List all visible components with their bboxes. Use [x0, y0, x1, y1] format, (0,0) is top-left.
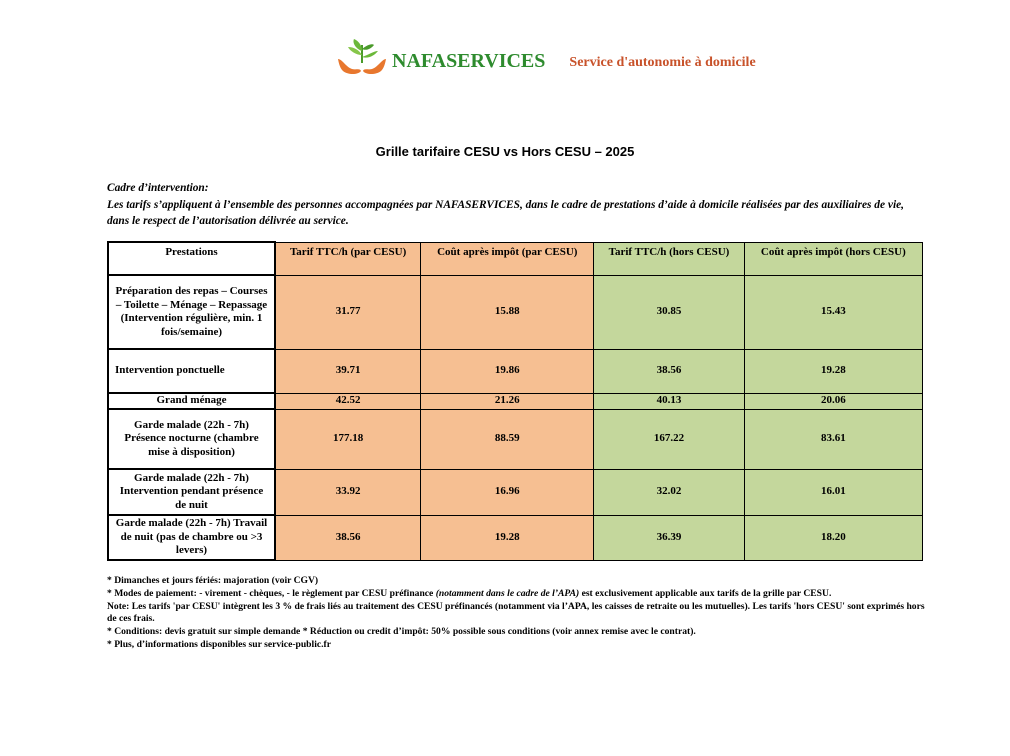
note-payment-text: * Modes de paiement: - virement - chèques, - le règlement par CESU préfinance — [107, 587, 436, 599]
header-cost-cesu: Coût après impôt (par CESU) — [421, 242, 594, 275]
row-label: Garde malade (22h - 7h) Travail de nuit (pas de chambre ou >3 levers) — [108, 515, 275, 560]
cost-cesu: 21.26 — [421, 393, 594, 409]
table-row — [108, 515, 923, 560]
rate-hors-cesu: 40.13 — [594, 393, 744, 409]
table-row — [108, 469, 923, 515]
rate-cesu: 42.52 — [275, 393, 421, 409]
note-payment-apa: (notamment dans le cadre de l’APA) — [435, 587, 580, 599]
cost-hors-cesu: 83.61 — [744, 409, 922, 469]
rate-hors-cesu: 38.56 — [594, 349, 744, 393]
note-payment-end: est exclusivement applicable aux tarifs de la grille par CESU. — [579, 587, 832, 599]
table-header-row — [108, 242, 923, 275]
intervention-framework — [107, 180, 927, 230]
cost-hors-cesu: 18.20 — [744, 515, 922, 560]
brand-tagline: Service d'autonomie à domicile — [569, 55, 756, 70]
hands-sprout-logo-icon — [334, 37, 390, 81]
cost-hors-cesu: 15.43 — [744, 275, 922, 349]
cost-hors-cesu: 20.06 — [744, 393, 922, 409]
cost-cesu: 15.88 — [421, 275, 594, 349]
row-label: Grand ménage — [108, 393, 275, 409]
cost-cesu: 16.96 — [421, 469, 594, 515]
rate-cesu: 33.92 — [275, 469, 421, 515]
tariff-table — [107, 241, 923, 561]
cost-hors-cesu: 16.01 — [744, 469, 922, 515]
brand-header — [334, 36, 756, 82]
rate-cesu: 38.56 — [275, 515, 421, 560]
cost-cesu: 19.86 — [421, 349, 594, 393]
rate-cesu: 31.77 — [275, 275, 421, 349]
header-prestations: Prestations — [108, 242, 275, 275]
document-title: Grille tarifaire CESU vs Hors CESU – 2025 — [375, 144, 635, 159]
rate-cesu: 177.18 — [275, 409, 421, 469]
note-conditions: * Conditions: devis gratuit sur simple demande * Réduction ou credit d’impôt: 50% possible sous conditions (voir annex remise avec le contrat). — [107, 626, 696, 638]
table-row — [108, 393, 923, 409]
table-row — [108, 349, 923, 393]
table-row — [108, 275, 923, 349]
rate-cesu: 39.71 — [275, 349, 421, 393]
rate-hors-cesu: 36.39 — [594, 515, 744, 560]
header-rate-cesu: Tarif TTC/h (par CESU) — [275, 242, 421, 275]
intro-heading: Cadre d’intervention: — [107, 182, 209, 194]
header-rate-hors-cesu: Tarif TTC/h (hors CESU) — [594, 242, 744, 275]
brand-name: NAFASERVICES — [392, 49, 546, 72]
row-label: Garde malade (22h - 7h) Présence nocturne (chambre mise à disposition) — [108, 409, 275, 469]
cost-cesu: 19.28 — [421, 515, 594, 560]
cost-hors-cesu: 19.28 — [744, 349, 922, 393]
note-cesu-fees: Note: Les tarifs 'par CESU' intègrent les 3 % de frais liés au traitement des CESU préfinancés (notamment via l’APA, les caisses de retraite ou les mutuelles). Les tarifs 'hors CESU' sont exprimés hors de ces frais. — [107, 600, 925, 625]
header-cost-hors-cesu: Coût après impôt (hors CESU) — [744, 242, 922, 275]
rate-hors-cesu: 30.85 — [594, 275, 744, 349]
row-label: Intervention ponctuelle — [108, 349, 275, 393]
cost-cesu: 88.59 — [421, 409, 594, 469]
note-more-info: * Plus, d’informations disponibles sur service-public.fr — [107, 638, 331, 650]
footnotes — [107, 575, 927, 652]
intro-text: Les tarifs s’appliquent à l’ensemble des personnes accompagnées par NAFASERVICES, dans le cadre de prestations d’aide à domicile réalisées par des auxiliaires de vie, dans le respect de l’autorisation délivrée au service. — [107, 198, 905, 227]
note-payment — [107, 588, 927, 601]
note-holidays: * Dimanches et jours fériés: majoration (voir CGV) — [107, 575, 319, 586]
rate-hors-cesu: 32.02 — [594, 469, 744, 515]
row-label: Garde malade (22h - 7h) Intervention pendant présence de nuit — [108, 469, 275, 515]
rate-hors-cesu: 167.22 — [594, 409, 744, 469]
table-row — [108, 409, 923, 469]
row-label: Préparation des repas – Courses – Toilette – Ménage – Repassage (Intervention régulière, min. 1 fois/semaine) — [108, 275, 275, 349]
